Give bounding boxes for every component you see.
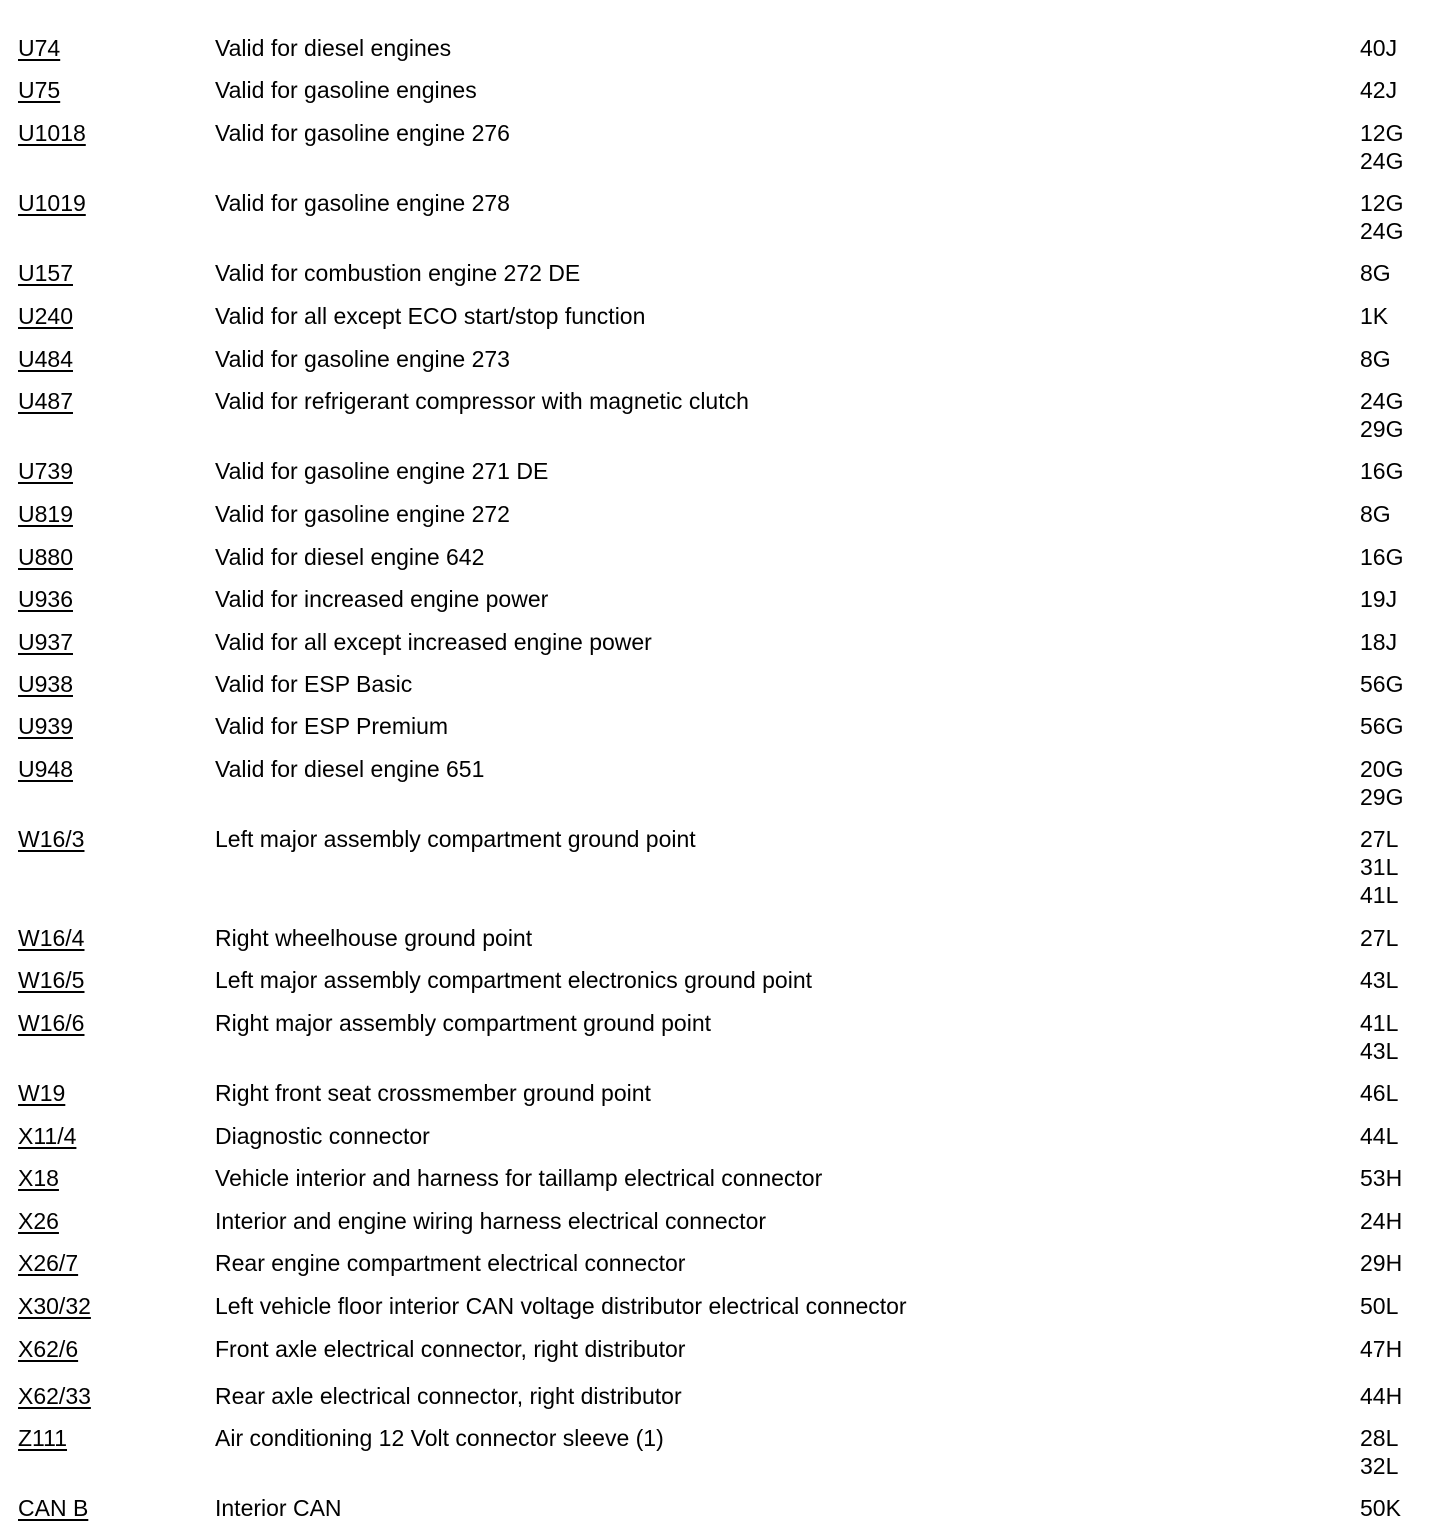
component-code-link[interactable]: U938 — [18, 671, 73, 697]
component-description: Valid for diesel engines — [215, 35, 452, 61]
component-description: Diagnostic connector — [215, 1123, 430, 1149]
grid-coordinate: 29G — [1360, 416, 1404, 442]
grid-coordinate: 27L — [1360, 925, 1399, 951]
component-description: Left major assembly compartment ground point — [215, 826, 696, 852]
component-description: Right major assembly compartment ground point — [215, 1010, 712, 1036]
grid-coordinate: 50K — [1360, 1495, 1401, 1521]
component-description: Interior CAN — [215, 1495, 342, 1521]
component-code-link[interactable]: Z111 — [18, 1425, 68, 1451]
grid-coordinates — [1360, 1424, 1450, 1480]
grid-coordinates — [1360, 302, 1450, 330]
component-code-link[interactable]: U75 — [18, 77, 61, 103]
component-code-link[interactable]: U939 — [18, 713, 73, 739]
grid-coordinates — [1360, 119, 1450, 175]
component-description: Valid for all except increased engine power — [215, 629, 652, 655]
grid-coordinate: 56G — [1360, 671, 1404, 697]
grid-coordinates — [1360, 1335, 1450, 1363]
component-description: Valid for gasoline engine 271 DE — [215, 458, 549, 484]
grid-coordinates — [1360, 924, 1450, 952]
component-description: Left major assembly compartment electronics ground point — [215, 967, 813, 993]
component-description: Right front seat crossmember ground point — [215, 1080, 651, 1106]
grid-coordinates — [1360, 457, 1450, 485]
component-code-link[interactable]: U487 — [18, 388, 73, 414]
grid-coordinate: 18J — [1360, 629, 1398, 655]
component-description: Valid for gasoline engine 272 — [215, 501, 510, 527]
component-code-link[interactable]: U240 — [18, 303, 73, 329]
component-code-link[interactable]: U819 — [18, 501, 73, 527]
component-code-link[interactable]: W16/4 — [18, 925, 85, 951]
grid-coordinates — [1360, 500, 1450, 528]
grid-coordinates — [1360, 34, 1450, 62]
component-code-link[interactable]: CAN B — [18, 1495, 89, 1521]
grid-coordinate: 24G — [1360, 388, 1404, 414]
component-description: Rear axle electrical connector, right distributor — [215, 1383, 682, 1409]
grid-coordinate: 31L — [1360, 854, 1399, 880]
grid-coordinates — [1360, 1382, 1450, 1410]
grid-coordinate: 56G — [1360, 713, 1404, 739]
grid-coordinate: 41L — [1360, 1010, 1399, 1036]
grid-coordinate: 8G — [1360, 501, 1391, 527]
component-description: Valid for gasoline engine 276 — [215, 120, 510, 146]
component-code-link[interactable]: U936 — [18, 586, 73, 612]
component-description: Vehicle interior and harness for taillamp electrical connector — [215, 1165, 823, 1191]
component-code-link[interactable]: X18 — [18, 1165, 59, 1191]
grid-coordinates — [1360, 966, 1450, 994]
grid-coordinate: 24H — [1360, 1208, 1403, 1234]
grid-coordinate: 29G — [1360, 784, 1404, 810]
grid-coordinate: 24G — [1360, 218, 1404, 244]
grid-coordinate: 44L — [1360, 1123, 1399, 1149]
component-description: Valid for ESP Basic — [215, 671, 413, 697]
grid-coordinates — [1360, 1207, 1450, 1235]
component-code-link[interactable]: W16/3 — [18, 826, 85, 852]
component-description: Valid for diesel engine 642 — [215, 544, 485, 570]
grid-coordinate: 19J — [1360, 586, 1398, 612]
grid-coordinate: 8G — [1360, 346, 1391, 372]
grid-coordinates — [1360, 189, 1450, 245]
component-code-link[interactable]: X11/4 — [18, 1123, 77, 1149]
component-code-link[interactable]: U1018 — [18, 120, 86, 146]
grid-coordinates — [1360, 628, 1450, 656]
grid-coordinate: 16G — [1360, 544, 1404, 570]
grid-coordinate: 1K — [1360, 303, 1389, 329]
component-description: Valid for gasoline engines — [215, 77, 477, 103]
grid-coordinates — [1360, 670, 1450, 698]
component-description: Valid for increased engine power — [215, 586, 549, 612]
component-description: Valid for gasoline engine 273 — [215, 346, 510, 372]
component-description: Front axle electrical connector, right distributor — [215, 1336, 686, 1362]
component-code-link[interactable]: W16/6 — [18, 1010, 85, 1036]
grid-coordinate: 50L — [1360, 1293, 1399, 1319]
component-code-link[interactable]: U937 — [18, 629, 73, 655]
grid-coordinates — [1360, 1249, 1450, 1277]
grid-coordinate: 43L — [1360, 967, 1399, 993]
component-code-link[interactable]: X30/32 — [18, 1293, 91, 1319]
component-code-link[interactable]: X26/7 — [18, 1250, 79, 1276]
grid-coordinate: 42J — [1360, 77, 1398, 103]
grid-coordinate: 12G — [1360, 120, 1404, 146]
grid-coordinates — [1360, 1494, 1450, 1522]
grid-coordinates — [1360, 76, 1450, 104]
grid-coordinates — [1360, 345, 1450, 373]
component-code-link[interactable]: X62/33 — [18, 1383, 91, 1409]
grid-coordinates — [1360, 387, 1450, 443]
component-description: Air conditioning 12 Volt connector sleeve (1) — [215, 1425, 664, 1451]
grid-coordinates — [1360, 259, 1450, 287]
component-description: Valid for diesel engine 651 — [215, 756, 485, 782]
grid-coordinate: 28L — [1360, 1425, 1399, 1451]
grid-coordinate: 27L — [1360, 826, 1399, 852]
component-code-link[interactable]: X62/6 — [18, 1336, 79, 1362]
grid-coordinate: 16G — [1360, 458, 1404, 484]
grid-coordinates — [1360, 1164, 1450, 1192]
component-description: Rear engine compartment electrical connector — [215, 1250, 686, 1276]
grid-coordinate: 44H — [1360, 1383, 1403, 1409]
component-code-link[interactable]: U157 — [18, 260, 73, 286]
grid-coordinates — [1360, 585, 1450, 613]
component-code-link[interactable]: U74 — [18, 35, 61, 61]
grid-coordinate: 20G — [1360, 756, 1404, 782]
component-description: Valid for combustion engine 272 DE — [215, 260, 581, 286]
grid-coordinate: 41L — [1360, 882, 1399, 908]
grid-coordinate: 47H — [1360, 1336, 1403, 1362]
component-description: Valid for ESP Premium — [215, 713, 449, 739]
component-code-link[interactable]: U1019 — [18, 190, 86, 216]
component-code-link[interactable]: U880 — [18, 544, 73, 570]
component-code-link[interactable]: W19 — [18, 1080, 66, 1106]
component-code-link[interactable]: U948 — [18, 756, 73, 782]
component-description: Valid for refrigerant compressor with magnetic clutch — [215, 388, 749, 414]
grid-coordinate: 24G — [1360, 148, 1404, 174]
grid-coordinate: 40J — [1360, 35, 1398, 61]
component-code-link[interactable]: X26 — [18, 1208, 59, 1234]
grid-coordinates — [1360, 712, 1450, 740]
grid-coordinates — [1360, 1292, 1450, 1320]
grid-coordinate: 46L — [1360, 1080, 1399, 1106]
grid-coordinate: 12G — [1360, 190, 1404, 216]
grid-coordinate: 32L — [1360, 1453, 1399, 1479]
component-description: Valid for gasoline engine 278 — [215, 190, 510, 216]
grid-coordinate: 8G — [1360, 260, 1391, 286]
grid-coordinates — [1360, 1079, 1450, 1107]
grid-coordinate: 29H — [1360, 1250, 1403, 1276]
grid-coordinates — [1360, 755, 1450, 811]
component-code-link[interactable]: U484 — [18, 346, 73, 372]
component-code-link[interactable]: W16/5 — [18, 967, 85, 993]
grid-coordinate: 53H — [1360, 1165, 1403, 1191]
component-code-link[interactable]: U739 — [18, 458, 73, 484]
grid-coordinates — [1360, 1122, 1450, 1150]
grid-coordinates — [1360, 543, 1450, 571]
component-description: Valid for all except ECO start/stop function — [215, 303, 646, 329]
grid-coordinates — [1360, 1009, 1450, 1065]
grid-coordinates — [1360, 825, 1450, 909]
component-description: Interior and engine wiring harness electrical connector — [215, 1208, 767, 1234]
component-description: Left vehicle floor interior CAN voltage distributor electrical connector — [215, 1293, 907, 1319]
grid-coordinate: 43L — [1360, 1038, 1399, 1064]
component-description: Right wheelhouse ground point — [215, 925, 533, 951]
